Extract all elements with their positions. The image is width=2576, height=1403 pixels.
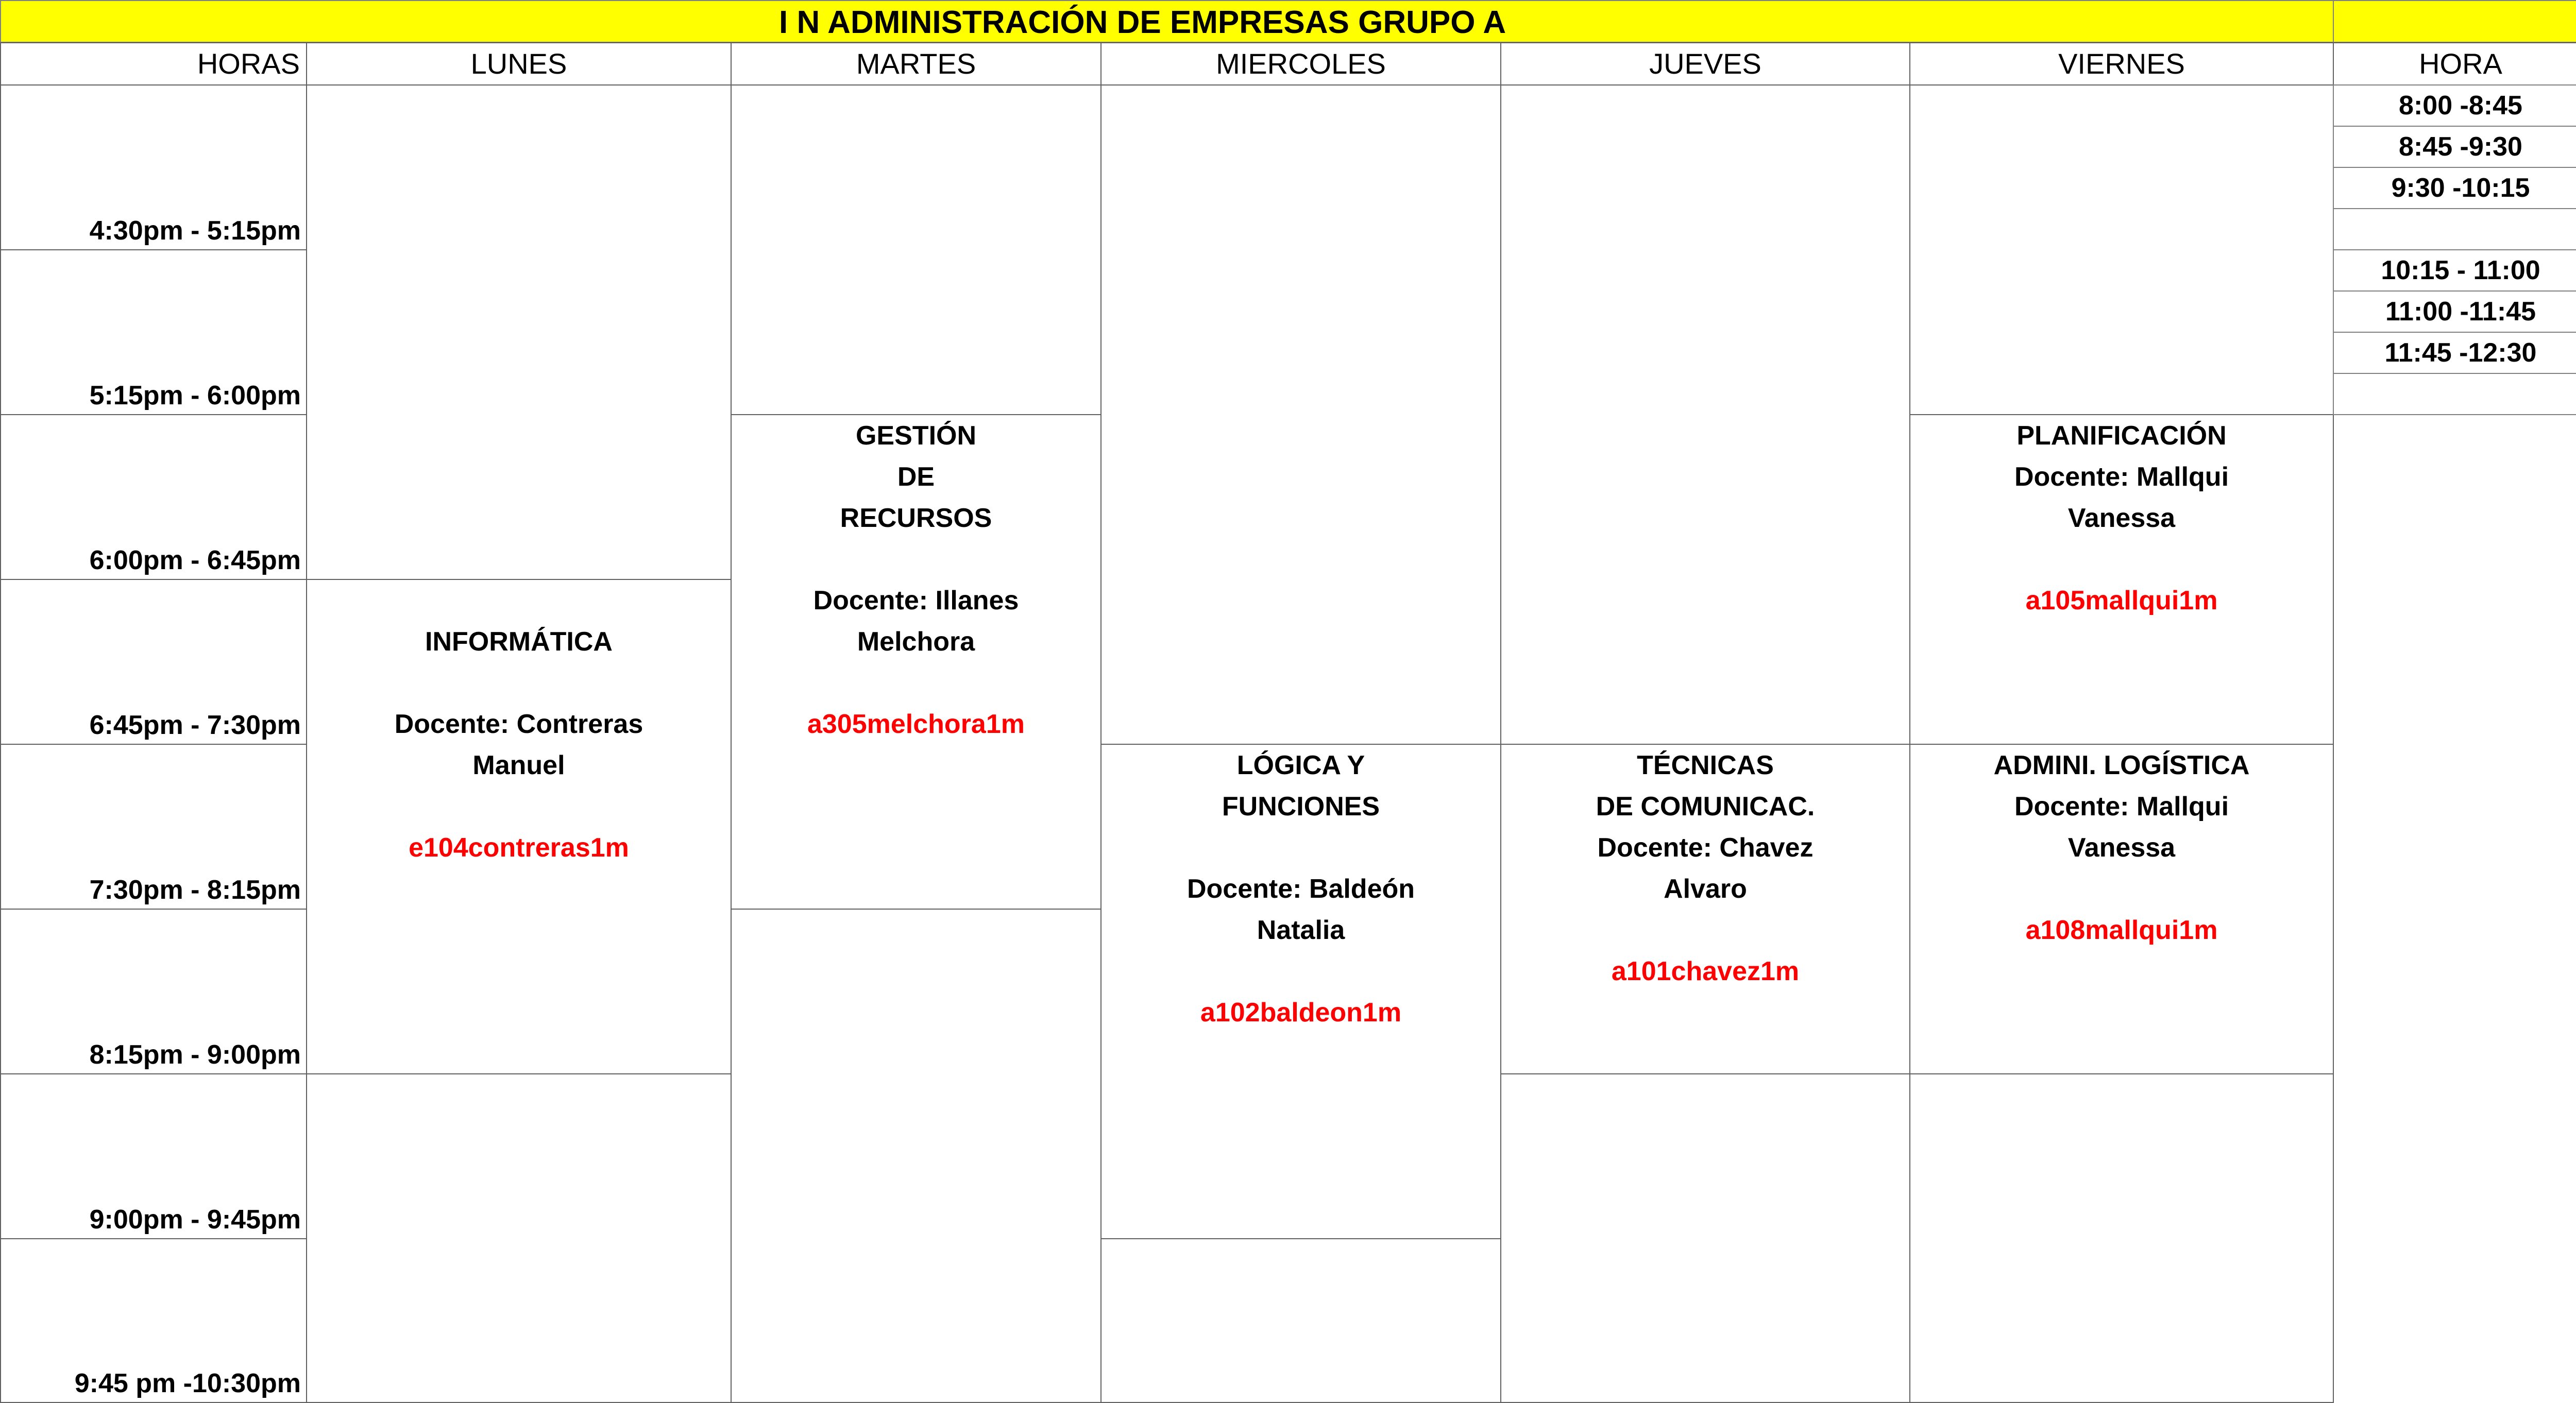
martes-empty-top	[731, 84, 1101, 415]
saturday-hour-3: 9:30 -10:15	[2333, 167, 2576, 209]
time-slot-8	[0, 1238, 307, 1403]
course-title-line3: RECURSOS	[840, 503, 992, 533]
course-teacher-name: Melchora	[857, 627, 975, 657]
miercoles-empty-top	[1100, 84, 1501, 745]
course-miercoles-logica	[1100, 744, 1501, 1239]
course-lunes-informatica	[306, 579, 732, 1074]
time-slot-7	[0, 1073, 307, 1239]
course-teacher-name: Manuel	[472, 750, 565, 780]
time-slot-2	[0, 249, 307, 415]
course-teacher: Docente: Chavez	[1597, 833, 1814, 863]
miercoles-empty-bottom	[1100, 1238, 1501, 1403]
header-lunes: LUNES	[306, 42, 732, 85]
course-martes-gestion	[731, 414, 1101, 910]
saturday-hour-4	[2333, 208, 2576, 250]
course-code: a101chavez1m	[1611, 956, 1800, 986]
jueves-empty-top	[1500, 84, 1910, 745]
header-jueves: JUEVES	[1500, 42, 1910, 85]
saturday-hour-8	[2333, 373, 2576, 415]
course-code: a102baldeon1m	[1200, 998, 1402, 1028]
time-slot-label: 7:30pm - 8:15pm	[89, 875, 301, 905]
course-line	[307, 786, 731, 827]
saturday-hour-5: 10:15 - 11:00	[2333, 249, 2576, 292]
course-title: GESTIÓN	[855, 421, 977, 451]
course-title-line2: FUNCIONES	[1222, 792, 1380, 822]
course-line	[1501, 910, 1909, 951]
course-teacher-name: Natalia	[1257, 915, 1345, 945]
lunes-empty-bottom	[306, 1073, 732, 1403]
time-slot-label: 4:30pm - 5:15pm	[89, 216, 301, 246]
time-slot-label: 8:15pm - 9:00pm	[89, 1040, 301, 1070]
course-line	[1910, 868, 2333, 910]
time-slot-1	[0, 84, 307, 250]
saturday-hour-6: 11:00 -11:45	[2333, 290, 2576, 333]
time-slot-3	[0, 414, 307, 580]
time-slot-label: 5:15pm - 6:00pm	[89, 381, 301, 410]
course-teacher: Docente: Illanes	[813, 586, 1019, 615]
time-slot-4	[0, 579, 307, 745]
lunes-empty-top	[306, 84, 732, 580]
course-line	[1101, 827, 1500, 868]
course-teacher: Docente: Mallqui	[2014, 462, 2229, 492]
time-slot-5	[0, 744, 307, 910]
saturday-hour-1: 8:00 -8:45	[2333, 84, 2576, 127]
time-slot-6	[0, 909, 307, 1074]
saturday-hour-2: 8:45 -9:30	[2333, 126, 2576, 168]
martes-empty-bottom	[731, 909, 1101, 1403]
header-viernes: VIERNES	[1909, 42, 2334, 85]
title-bar-hora-cell	[2333, 0, 2576, 43]
header-horas: HORAS	[0, 42, 307, 85]
course-line	[732, 662, 1100, 704]
viernes-empty-bottom	[1909, 1073, 2334, 1403]
header-hora: HORA	[2333, 42, 2576, 85]
course-teacher-name: Alvaro	[1664, 874, 1747, 904]
course-code: a105mallqui1m	[2025, 586, 2218, 615]
course-title: LÓGICA Y	[1236, 750, 1365, 780]
jueves-empty-bottom	[1500, 1073, 1910, 1403]
course-title: ADMINI. LOGÍSTICA	[1993, 750, 2250, 780]
viernes-empty-top	[1909, 84, 2334, 415]
course-viernes-planificacion	[1909, 414, 2334, 745]
course-line	[1101, 951, 1500, 992]
course-viernes-logistica	[1909, 744, 2334, 1074]
course-teacher-name: Vanessa	[2067, 833, 2176, 863]
course-line	[307, 662, 731, 704]
course-teacher: Docente: Contreras	[394, 709, 643, 739]
course-line	[732, 539, 1100, 580]
course-code: a108mallqui1m	[2025, 915, 2218, 945]
title-bar	[0, 0, 2334, 43]
course-title: TÉCNICAS	[1637, 750, 1774, 780]
course-title-line2: DE COMUNICAC.	[1596, 792, 1815, 822]
time-slot-label: 6:00pm - 6:45pm	[89, 545, 301, 575]
course-teacher: Docente: Baldeón	[1187, 874, 1415, 904]
course-code: e104contreras1m	[409, 833, 629, 863]
course-line	[1910, 539, 2333, 580]
course-title-line2: DE	[897, 462, 935, 492]
header-martes: MARTES	[731, 42, 1101, 85]
course-title: PLANIFICACIÓN	[2016, 421, 2227, 451]
course-teacher-name: Vanessa	[2067, 503, 2176, 533]
saturday-hour-7: 11:45 -12:30	[2333, 332, 2576, 374]
course-code: a305melchora1m	[807, 709, 1025, 739]
schedule-title: I N ADMINISTRACIÓN DE EMPRESAS GRUPO A	[779, 5, 1506, 40]
header-miercoles: MIERCOLES	[1100, 42, 1501, 85]
time-slot-label: 6:45pm - 7:30pm	[89, 710, 301, 740]
time-slot-label: 9:45 pm -10:30pm	[74, 1368, 301, 1398]
course-teacher: Docente: Mallqui	[2014, 792, 2229, 822]
course-jueves-tecnicas	[1500, 744, 1910, 1074]
course-title: INFORMÁTICA	[425, 627, 613, 657]
time-slot-label: 9:00pm - 9:45pm	[89, 1205, 301, 1235]
